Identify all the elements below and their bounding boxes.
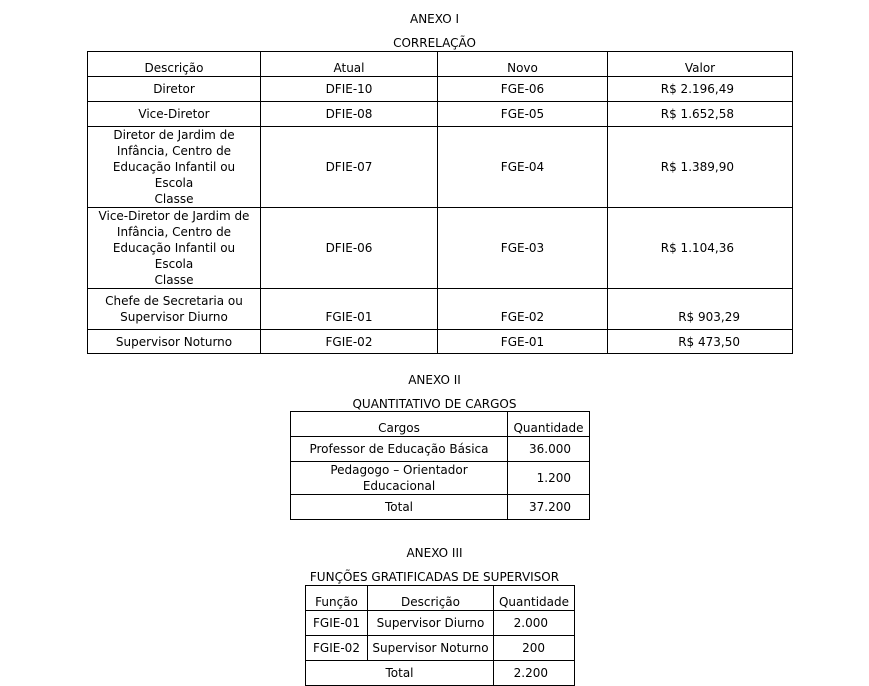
descricao-cell <box>88 208 261 289</box>
valor-cell: R$ 1.104,36 <box>608 208 793 289</box>
novo-cell: FGE-04 <box>438 127 608 208</box>
total-row <box>291 495 590 520</box>
annex-3-subtitle: FUNÇÕES GRATIFICADAS DE SUPERVISOR <box>309 570 560 584</box>
novo-cell: FGE-01 <box>438 330 608 354</box>
annex-1-subtitle: CORRELAÇÃO <box>393 36 476 50</box>
table-header-row <box>306 586 575 611</box>
atual-cell: FGIE-02 <box>261 330 438 354</box>
descricao-cell <box>88 77 261 102</box>
atual-cell: DFIE-06 <box>261 208 438 289</box>
descricao-line: Educação Infantil ou Escola <box>112 241 236 271</box>
total-value: 37.200 <box>508 495 590 520</box>
atual-cell: DFIE-07 <box>261 127 438 208</box>
quantidade-cell: 36.000 <box>508 437 590 462</box>
descricao-line: Chefe de Secretaria ou <box>105 294 243 308</box>
positions-table <box>290 411 590 520</box>
table-header-row <box>88 52 793 77</box>
novo-cell: FGE-05 <box>438 102 608 127</box>
cargo-cell: Pedagogo – Orientador Educacional <box>291 462 508 495</box>
supervisor-functions-table <box>305 585 575 686</box>
table-row <box>88 208 793 289</box>
valor-cell: R$ 1.652,58 <box>608 102 793 127</box>
valor-cell: R$ 473,50 <box>608 330 793 354</box>
descricao-line: Educação Infantil ou Escola <box>112 160 236 190</box>
descricao-line: Supervisor Noturno <box>115 334 233 349</box>
table-header-row <box>291 412 590 437</box>
quantidade-cell: 200 <box>494 636 575 661</box>
column-header-quantidade: Quantidade <box>508 412 590 437</box>
column-header-descricao: Descrição <box>88 52 261 77</box>
descricao-line: Classe <box>154 192 194 206</box>
total-label: Total <box>306 661 494 686</box>
annex-2-subtitle: QUANTITATIVO DE CARGOS <box>352 397 517 411</box>
novo-cell: FGE-03 <box>438 208 608 289</box>
novo-cell: FGE-02 <box>438 289 608 330</box>
total-row <box>306 661 575 686</box>
descricao-line: Vice-Diretor de Jardim de <box>98 209 250 223</box>
table-row <box>306 611 575 636</box>
atual-cell: FGIE-01 <box>261 289 438 330</box>
cargo-cell: Professor de Educação Básica <box>291 437 508 462</box>
descricao-line: Supervisor Diurno <box>120 310 228 324</box>
table-row <box>88 127 793 208</box>
table-row <box>291 462 590 495</box>
funcao-cell: FGIE-02 <box>306 636 368 661</box>
quantidade-cell: 1.200 <box>508 462 590 495</box>
table-row <box>306 636 575 661</box>
descricao-cell: Supervisor Diurno <box>368 611 494 636</box>
column-header-novo: Novo <box>438 52 608 77</box>
table-row <box>291 437 590 462</box>
descricao-line: Diretor <box>153 82 195 96</box>
correlation-table <box>87 51 793 354</box>
column-header-quantidade: Quantidade <box>494 586 575 611</box>
descricao-line: Diretor de Jardim de <box>113 128 235 142</box>
annex-3-title: ANEXO III <box>406 546 463 560</box>
descricao-line: Classe <box>154 273 194 287</box>
descricao-line: Infância, Centro de <box>116 144 232 158</box>
table-row <box>88 330 793 354</box>
novo-cell: FGE-06 <box>438 77 608 102</box>
atual-cell: DFIE-08 <box>261 102 438 127</box>
table-row <box>88 289 793 330</box>
annex-1-title: ANEXO I <box>409 12 460 26</box>
annex-2-title: ANEXO II <box>408 373 461 387</box>
valor-cell: R$ 1.389,90 <box>608 127 793 208</box>
table-row <box>88 77 793 102</box>
atual-cell: DFIE-10 <box>261 77 438 102</box>
descricao-cell <box>88 127 261 208</box>
descricao-cell: Supervisor Noturno <box>368 636 494 661</box>
column-header-descricao: Descrição <box>368 586 494 611</box>
column-header-atual: Atual <box>261 52 438 77</box>
total-value: 2.200 <box>494 661 575 686</box>
column-header-cargos: Cargos <box>291 412 508 437</box>
descricao-cell <box>88 330 261 354</box>
valor-cell: R$ 903,29 <box>608 289 793 330</box>
column-header-funcao: Função <box>306 586 368 611</box>
descricao-line: Vice-Diretor <box>138 107 210 121</box>
table-row <box>88 102 793 127</box>
funcao-cell: FGIE-01 <box>306 611 368 636</box>
quantidade-cell: 2.000 <box>494 611 575 636</box>
total-label: Total <box>291 495 508 520</box>
column-header-valor: Valor <box>608 52 793 77</box>
descricao-line: Infância, Centro de <box>116 225 232 239</box>
descricao-cell <box>88 289 261 330</box>
valor-cell: R$ 2.196,49 <box>608 77 793 102</box>
descricao-cell <box>88 102 261 127</box>
